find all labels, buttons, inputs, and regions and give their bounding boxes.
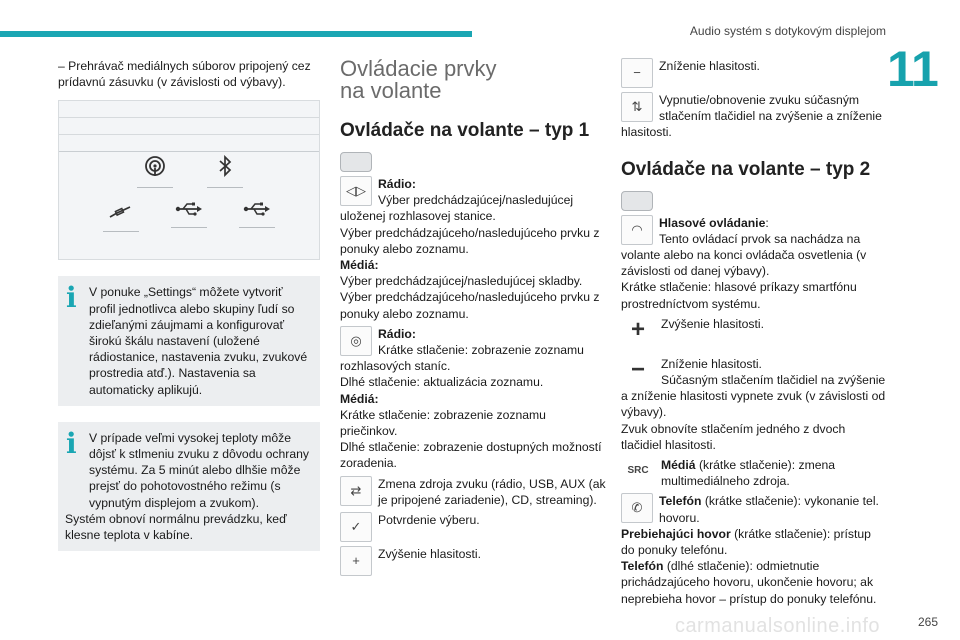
info-icon: i bbox=[66, 281, 77, 315]
info-text: V prípade veľmi vysokej teploty môže dôjsť k stlmeniu zvuku z dôvodu ochrany systému. Za 5 minút alebo dlhšie môže prejsť do pohotovostného režimu (s vypnutým displejom a zvukom). bbox=[89, 430, 309, 510]
control-item: ◎ Rádio: Krátke stlačenie: zobrazenie zoznamu rozhlasových staníc. Dlhé stlačenie: aktualizácia zoznamu. Médiá: Krátke stlačenie: zobrazenie zoznamu priečinkov. Dlhé stlačenie: zobrazenie dostupných možností zoradenia. bbox=[340, 326, 602, 471]
info-text: V ponuke „Settings“ môžete vytvoriť profil jednotlivca alebo skupiny ľudí so zdieľanými záujmami a konfigurovať širokú škálu nastavení (uložené rádiostanice, nastavenia zvuku, zvukové prostredia atď.). Nastavenia sa automaticky aplikujú. bbox=[89, 285, 308, 397]
column-2 bbox=[340, 58, 606, 576]
subsection-title-type1: Ovládače na volante – typ 1 bbox=[340, 120, 590, 141]
wifi-icon bbox=[137, 155, 173, 188]
steering-wheel-icon bbox=[621, 191, 653, 211]
phone-long-press-text: Telefón (dlhé stlačenie): odmietnutie prichádzajúceho hovoru, ukončenie hovoru; ak neprebieha hovor – prístup do ponuky telefónu. bbox=[621, 559, 877, 606]
info-box-temperature bbox=[58, 422, 320, 551]
connection-panel-illustration bbox=[58, 100, 320, 260]
control-item: ◁▷ Rádio: Výber predchádzajúcej/nasledujúcej uloženej rozhlasovej stanice. Výber predchádzajúceho/nasledujúceho prvku z ponuky alebo zoznamu. Médiá: Výber predchádzajúcej/nasledujúcej skladby. Výber predchádzajúceho/nasledujúceho prvku z ponuky alebo zoznamu. bbox=[340, 177, 600, 321]
source-button-icon: ⇄ bbox=[340, 476, 372, 506]
usb-icon bbox=[171, 201, 207, 228]
intro-text: – Prehrávač mediálnych súborov pripojený cez prídavnú zásuvku (v závislosti od výbavy). bbox=[58, 59, 311, 90]
scroll-wheel-control-icon: ◁▷ bbox=[340, 176, 372, 206]
control-item: + Zvýšenie hlasitosti. bbox=[340, 546, 606, 576]
control-item: SRC Médiá (krátke stlačenie): zmena multimediálneho zdroja. bbox=[621, 457, 887, 489]
mute-icon: ⇅ bbox=[621, 92, 653, 122]
control-item: ◠ Hlasové ovládanie: Tento ovládací prvok sa nachádza na volante alebo na konci ovládača osvetlenia (v závislosti od danej výbavy). Krátke stlačenie: hlasové príkazy smartfónu prostredníctvom systému. bbox=[621, 215, 867, 311]
bluetooth-icon bbox=[207, 155, 243, 188]
chapter-number: 11 bbox=[887, 41, 938, 97]
voice-command-icon: ◠ bbox=[621, 215, 653, 245]
info-icon: i bbox=[66, 426, 77, 460]
control-item: ✆ Telefón (krátke stlačenie): vykonanie tel. hovoru. bbox=[621, 493, 887, 525]
volume-up-icon: + bbox=[340, 546, 372, 576]
column-3 bbox=[621, 58, 887, 607]
section-title: Ovládacie prvky na volante bbox=[340, 56, 497, 103]
control-item: ⇅ Vypnutie/obnovenie zvuku súčasným stlačením tlačidiel na zvýšenie a zníženie hlasitosti. bbox=[621, 93, 882, 140]
top-accent-bar bbox=[0, 31, 472, 37]
control-item: − Zníženie hlasitosti. Súčasným stlačením tlačidiel na zvýšenie a zníženie hlasitosti vypnete zvuk (v závislosti od výbavy). Zvuk obnovíte stlačením jedného z dvoch tlačidiel hlasitosti. bbox=[621, 355, 886, 452]
running-head: Audio systém s dotykovým displejom bbox=[689, 24, 886, 38]
volume-down-icon: − bbox=[621, 58, 653, 88]
info-text: Systém obnoví normálnu prevádzku, keď klesne teplota v kabíne. bbox=[65, 511, 287, 543]
phone-icon: ✆ bbox=[621, 493, 653, 523]
control-item: ⇄ Zmena zdroja zvuku (rádio, USB, AUX (ak je pripojené zariadenie), CD, streaming). bbox=[340, 476, 606, 508]
aux-cable-icon bbox=[103, 201, 139, 232]
watermark: carmanualsonline.info bbox=[674, 615, 880, 637]
control-item: − Zníženie hlasitosti. bbox=[621, 58, 887, 88]
column-1 bbox=[58, 58, 320, 551]
control-item: + Zvýšenie hlasitosti. bbox=[621, 316, 887, 346]
page-number: 265 bbox=[917, 615, 938, 629]
confirm-button-icon: ✓ bbox=[340, 512, 372, 542]
minus-icon: − bbox=[630, 355, 645, 383]
steering-wheel-icon bbox=[340, 152, 372, 172]
control-item: ✓ Potvrdenie výberu. bbox=[340, 512, 606, 542]
scroll-wheel-press-icon: ◎ bbox=[340, 326, 372, 356]
call-in-progress-text: Prebiehajúci hovor (krátke stlačenie): prístup do ponuky telefónu. bbox=[621, 526, 871, 558]
usb-icon bbox=[239, 201, 275, 228]
subsection-title-type2: Ovládače na volante – typ 2 bbox=[621, 158, 871, 180]
src-button-icon: SRC bbox=[627, 465, 649, 477]
info-box-settings bbox=[58, 276, 320, 405]
plus-icon: + bbox=[630, 315, 645, 343]
